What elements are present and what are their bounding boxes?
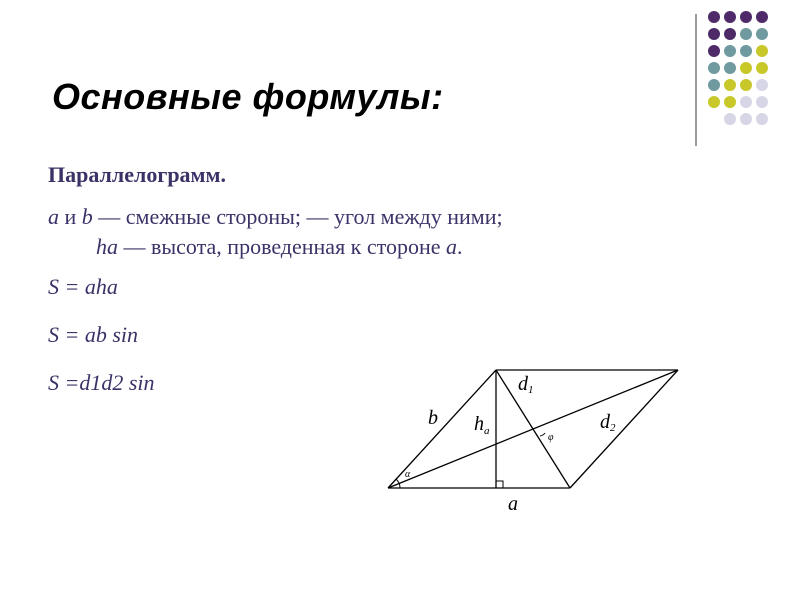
decorative-dot bbox=[740, 62, 752, 74]
formula-3-d1: d1 bbox=[79, 370, 102, 395]
angle-phi-arc bbox=[540, 433, 545, 436]
decorative-dot bbox=[708, 28, 720, 40]
decorative-dot bbox=[756, 113, 768, 125]
decorative-dot bbox=[708, 79, 720, 91]
var-a: a bbox=[48, 204, 59, 229]
decorative-dot bbox=[756, 79, 768, 91]
label-d1: d1 bbox=[518, 373, 534, 396]
def-text-2: — смежные стороны; — угол между ними; bbox=[92, 204, 503, 229]
label-phi: φ bbox=[548, 432, 554, 443]
var-a-2: a bbox=[446, 234, 458, 259]
label-b: b bbox=[428, 407, 438, 429]
label-ha: $h_a$ bbox=[474, 413, 490, 437]
parallelogram-diagram bbox=[380, 358, 690, 518]
title-divider bbox=[695, 14, 697, 146]
decorative-dot bbox=[708, 62, 720, 74]
decorative-dot bbox=[708, 96, 720, 108]
var-ha: ha bbox=[96, 234, 118, 259]
decorative-dot bbox=[724, 11, 736, 23]
label-d2: d2 bbox=[600, 411, 616, 434]
formula-area-sides: S = ab sin bbox=[48, 322, 139, 347]
decorative-dot-grid bbox=[0, 0, 800, 140]
decorative-dot bbox=[756, 28, 768, 40]
decorative-dot bbox=[724, 45, 736, 57]
decorative-dot bbox=[740, 113, 752, 125]
definition-line-2 bbox=[48, 232, 748, 262]
decorative-dot bbox=[756, 96, 768, 108]
formula-3-prefix: S = bbox=[48, 370, 80, 395]
label-alpha: α bbox=[405, 469, 411, 480]
decorative-dot bbox=[756, 11, 768, 23]
slide-title: Основные формулы: bbox=[52, 76, 444, 117]
decorative-dot bbox=[724, 96, 736, 108]
side-b-right bbox=[570, 370, 678, 488]
var-b: b bbox=[81, 204, 93, 229]
decorative-dot bbox=[708, 11, 720, 23]
def-text-3: — высота, проведенная к стороне bbox=[118, 234, 447, 259]
decorative-dot bbox=[740, 45, 752, 57]
decorative-dot bbox=[724, 79, 736, 91]
right-angle-mark bbox=[496, 481, 503, 488]
label-a: a bbox=[508, 493, 518, 515]
decorative-dot bbox=[756, 62, 768, 74]
formula-3-d2: d2 bbox=[101, 370, 124, 395]
definition-paragraph bbox=[48, 202, 748, 262]
formula-area-height: S = aha bbox=[48, 274, 118, 299]
formula-3-suffix: sin bbox=[123, 370, 155, 395]
decorative-dot bbox=[724, 28, 736, 40]
decorative-dot bbox=[740, 96, 752, 108]
section-heading: Параллелограмм. bbox=[48, 162, 227, 187]
def-text-1: и bbox=[59, 204, 82, 229]
decorative-dot bbox=[740, 79, 752, 91]
def-text-4: . bbox=[457, 234, 463, 259]
decorative-dot bbox=[740, 28, 752, 40]
decorative-dot bbox=[756, 45, 768, 57]
decorative-dot bbox=[724, 113, 736, 125]
decorative-dot bbox=[724, 62, 736, 74]
decorative-dot bbox=[740, 11, 752, 23]
decorative-dot bbox=[708, 45, 720, 57]
